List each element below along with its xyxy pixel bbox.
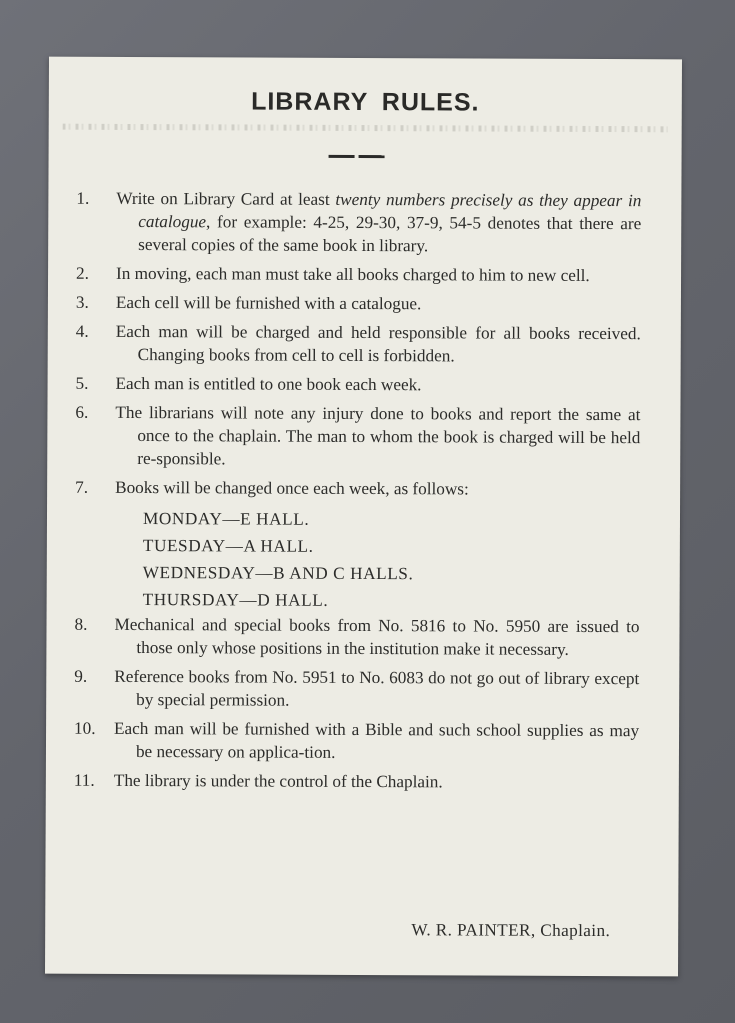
rule-text: Reference books from No. 5951 to No. 6083 do not go out of library except by special permission. <box>114 666 640 710</box>
rule-number: 11. <box>73 770 95 790</box>
title-divider <box>329 155 385 158</box>
rule-item-6 <box>75 401 640 472</box>
rule-number: 8. <box>74 614 88 634</box>
rule-number: 2. <box>76 263 89 283</box>
rule-text: Each cell will be furnished with a catalogue. <box>115 292 422 314</box>
schedule-item-wednesday: WEDNESDAY—B AND C HALLS. <box>142 563 414 584</box>
rule-text: In moving, each man must take all books charged to him to new cell. <box>116 263 590 285</box>
rule-number: 7. <box>75 477 89 497</box>
rule-text: The librarians will note any injury done to books and report the same at once to the chaplain. The man to whom the book is charged will be held re-sponsible. <box>115 402 641 469</box>
rule-number: 1. <box>76 188 90 208</box>
rule-item-4 <box>76 320 641 368</box>
rules-list <box>74 187 642 800</box>
rule-item-7 <box>75 476 640 501</box>
rule-item-9 <box>74 665 639 713</box>
rule-number: 5. <box>75 373 89 393</box>
rule-text: , for example: 4-25, 29-30, 37-9, 54-5 denotes that there are several copies of the same book in library. <box>138 212 642 256</box>
rule-item-8 <box>74 613 639 661</box>
rule-item-3 <box>76 291 641 316</box>
rule-item-1 <box>76 187 641 258</box>
rule-text: Each man is entitled to one book each week. <box>115 373 422 395</box>
page-title: LIBRARY RULES. <box>251 87 480 117</box>
rule-text: Write on Library Card at least <box>116 188 336 209</box>
rule-item-5 <box>76 372 641 397</box>
rule-number: 10. <box>74 718 96 738</box>
rule-number: 9. <box>74 666 88 686</box>
print-bleed-through <box>63 124 668 133</box>
signature: W. R. PAINTER, Chaplain. <box>411 920 611 941</box>
rule-text: Each man will be charged and held responsible for all books received. Changing books from cell to cell is forbidden. <box>115 321 641 366</box>
rule-number: 6. <box>75 402 89 422</box>
hall-schedule <box>75 505 640 615</box>
library-rules-card <box>45 57 682 977</box>
rule-item-11 <box>74 769 639 794</box>
rule-number: 3. <box>75 292 89 312</box>
schedule-item-thursday: THURSDAY—D HALL. <box>142 590 329 610</box>
schedule-item-monday: MONDAY—E HALL. <box>142 509 310 529</box>
rule-text: Each man will be furnished with a Bible and such school supplies as may be necessary on applica-tion. <box>114 718 640 762</box>
rule-item-2 <box>76 262 641 287</box>
rule-item-10 <box>74 717 639 765</box>
schedule-item-tuesday: TUESDAY—A HALL. <box>142 536 314 556</box>
rule-text: The library is under the control of the Chaplain. <box>113 770 443 792</box>
rule-text: Books will be changed once each week, as follows: <box>115 477 469 499</box>
rule-text: Mechanical and special books from No. 5816 to No. 5950 are issued to those only whose positions in the institution make it necessary. <box>114 614 640 659</box>
rule-number: 4. <box>75 321 89 341</box>
rule-emphasis: twenty numbers precisely as they appear in catalogue <box>138 189 642 232</box>
